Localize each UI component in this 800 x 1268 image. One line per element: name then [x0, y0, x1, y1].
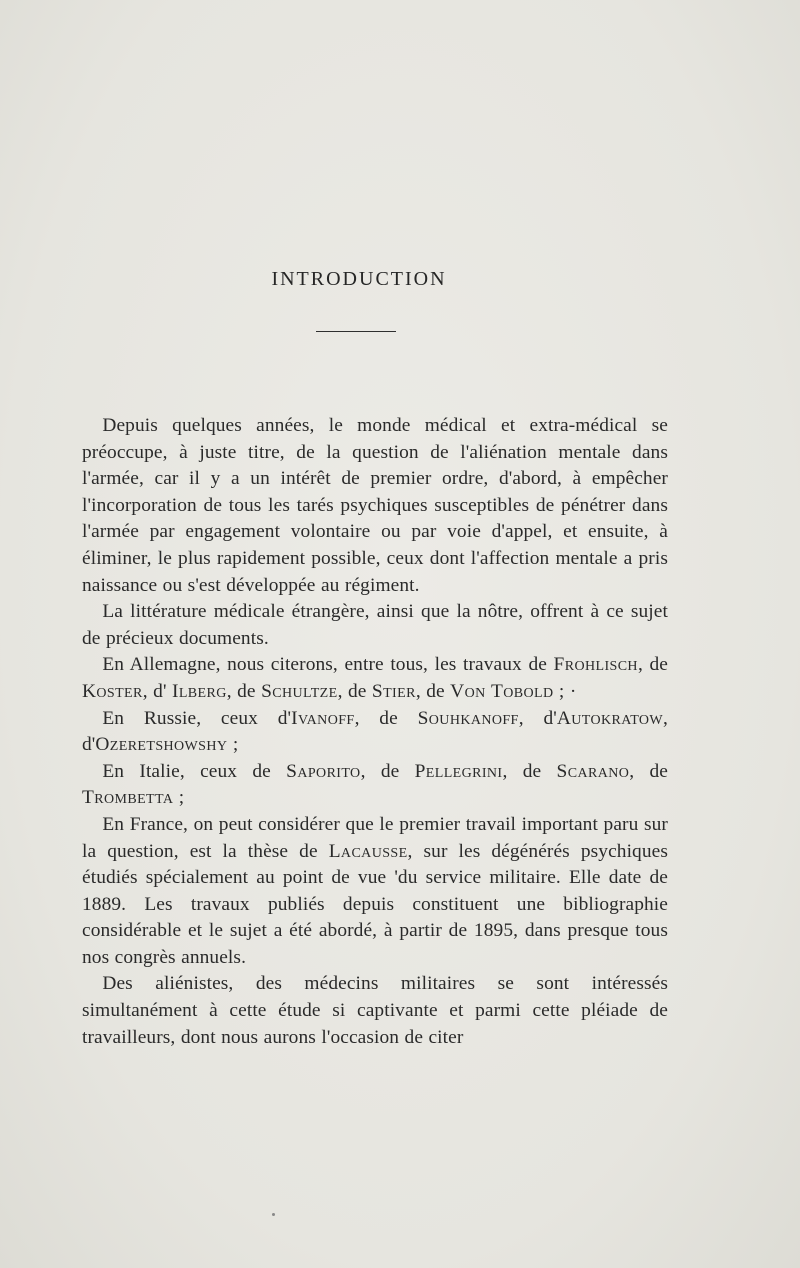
print-speck — [272, 1213, 275, 1216]
text-run: ; — [227, 734, 239, 756]
paragraph-intro: Depuis quelques années, le monde médical et extra-médical se préoccupe, à juste titre, de la question de l'aliénation mentale dans l'armée, car il y a un intérêt de premier ordre, d'abord, à empêcher l'incorporation de tous les tarés psychiques susceptibles de pénétrer dans l'armée par engagement volontaire ou par voie d'appel, et ensuite, à éliminer, le plus rapidement possible, ceux dont l'affection mentale a pris naissance ou s'est développée au régiment. — [82, 415, 668, 596]
text-run: ; · — [553, 680, 577, 702]
paragraph-russia — [82, 706, 668, 759]
author-name: Lacausse — [328, 840, 408, 862]
text-run: En France, on peut considérer que le premier travail important paru sur la question, est la thèse de — [82, 813, 668, 862]
author-name: Von Tobold — [450, 680, 554, 702]
author-name: Trombetta — [82, 787, 174, 809]
author-name: Ozeretshowshy — [95, 734, 228, 756]
text-run: , de — [415, 680, 451, 702]
author-name: Ilberg — [171, 680, 227, 702]
text-run: , d' — [142, 680, 172, 702]
author-name: Saporito — [286, 760, 361, 782]
author-name: Schultze — [261, 680, 338, 702]
text-run: , de — [502, 760, 557, 782]
title-rule — [316, 331, 396, 332]
author-name: Koster — [82, 680, 143, 702]
paragraph-literature: La littérature médicale étrangère, ainsi que la nôtre, offrent à ce sujet de précieux documents. — [82, 601, 668, 649]
paragraph-germany — [82, 652, 668, 705]
text-run: En Allemagne, nous citerons, entre tous, les travaux de — [102, 654, 554, 676]
author-name: Scarano — [556, 760, 630, 782]
author-name: Frohlisch — [553, 654, 638, 676]
text-run: , de — [360, 760, 415, 782]
text-run: , de — [226, 680, 262, 702]
text-run: , sur les dégénérés psychiques étudiés spécialement au point de vue 'du service militaire. Elle date de 1889. Les travaux publiés depuis constituent une bibliographie considérable et le sujet a été abordé, à partir de 1895, dans presque tous nos congrès annuels. — [82, 840, 668, 968]
text-run: En Italie, ceux de — [102, 760, 287, 782]
chapter-title: INTRODUCTION — [271, 268, 447, 290]
paragraph-italy — [82, 759, 668, 812]
author-name: Autokratow — [556, 707, 664, 729]
author-name: Souhkanoff — [417, 707, 519, 729]
paragraph-researchers: Des aliénistes, des médecins militaires se sont intéressés simultanément à cette étude si captivante et parmi cette pléiade de travailleurs, dont nous aurons l'occasion de citer — [82, 973, 668, 1048]
paragraph-france — [82, 812, 668, 972]
text-run: , de — [637, 654, 668, 676]
author-name: Pellegrini — [414, 760, 503, 782]
text-run: , d' — [518, 707, 557, 729]
author-name: Stier — [371, 680, 416, 702]
text-run: , de — [629, 760, 668, 782]
text-run: , d' — [82, 707, 668, 756]
body-text — [82, 413, 668, 1051]
text-run: ; — [173, 787, 185, 809]
text-run: , de — [354, 707, 418, 729]
text-run: , de — [337, 680, 372, 702]
author-name: Ivanoff — [291, 707, 355, 729]
text-run: En Russie, ceux d' — [102, 707, 292, 729]
